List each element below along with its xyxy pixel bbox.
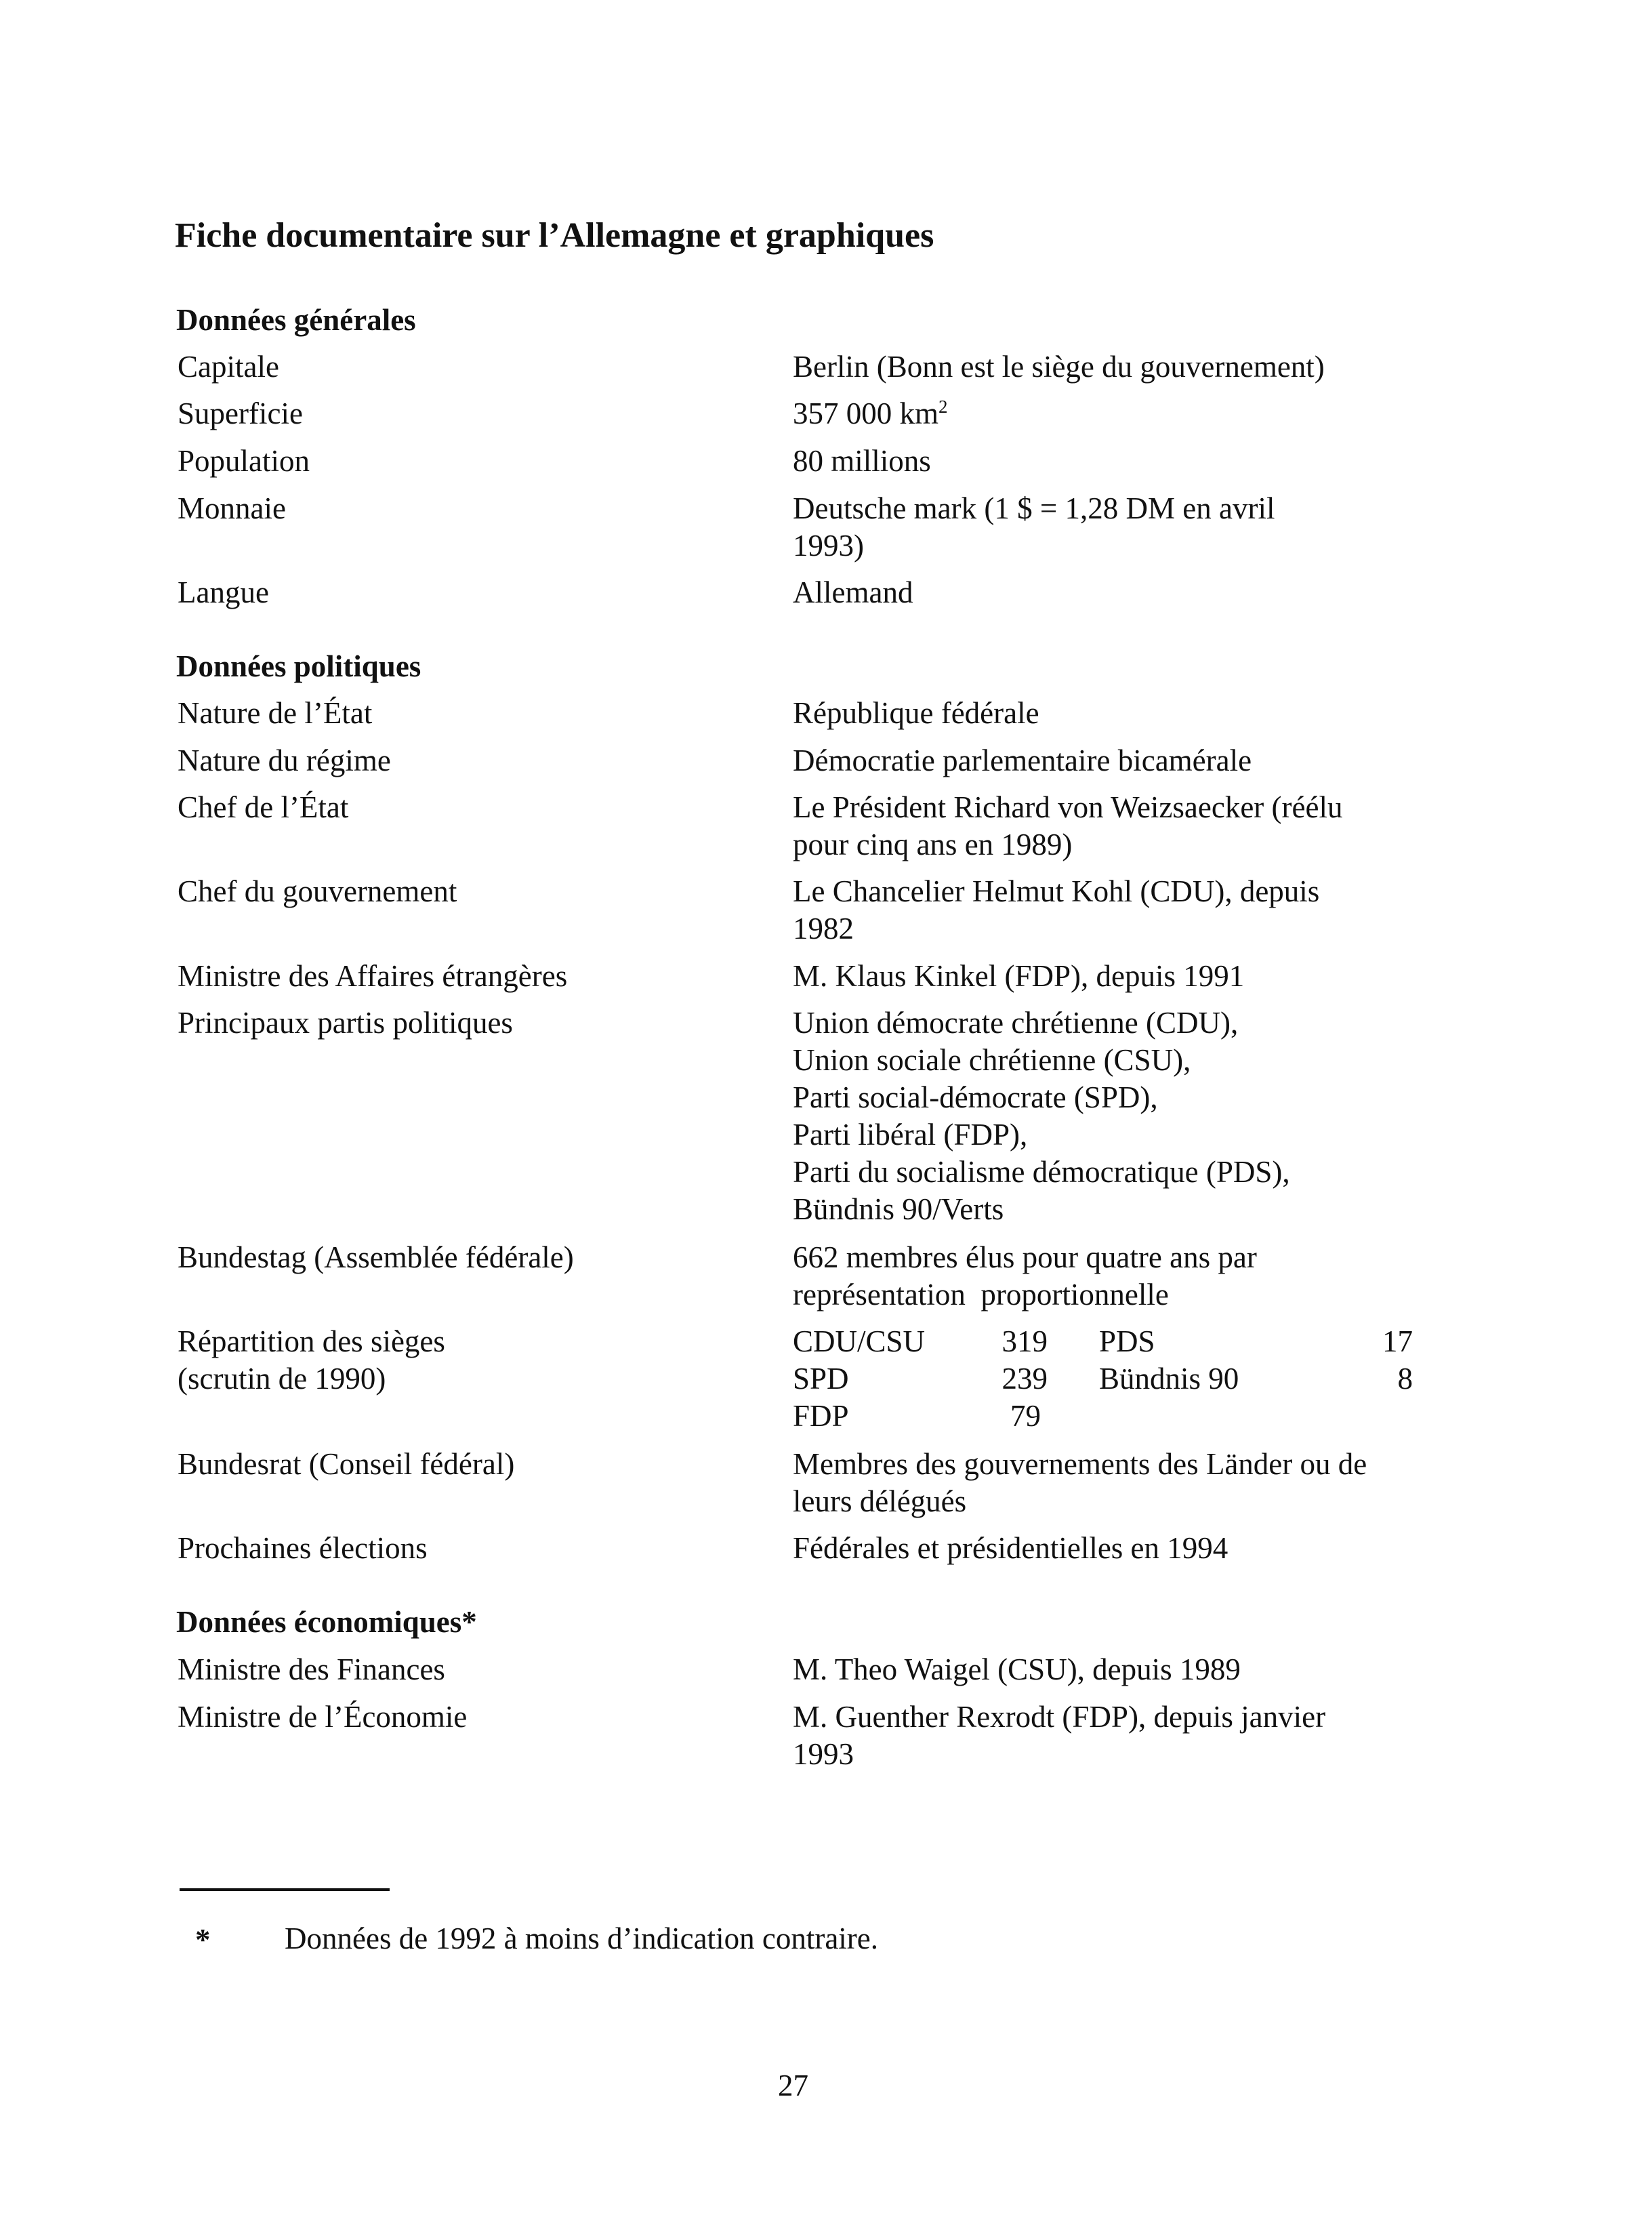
row-value-langue: [793, 574, 1423, 611]
value-line: M. Theo Waigel (CSU), depuis 1989: [793, 1652, 1241, 1686]
party-list-item: Bündnis 90/Verts: [793, 1192, 1004, 1226]
row-label-ministre-finances: Ministre des Finances: [178, 1652, 445, 1686]
seat-party-pds: PDS: [1099, 1324, 1155, 1358]
section-heading-economiques: Données économiques*: [176, 1605, 477, 1639]
footnote-divider: [180, 1888, 390, 1891]
value-line: Démocratie parlementaire bicamérale: [793, 744, 1252, 777]
row-label-ministre-economie: Ministre de l’Économie: [178, 1700, 468, 1734]
row-value-chef-gouvernement: [793, 873, 1423, 948]
row-value-nature-etat: [793, 695, 1423, 732]
row-value-ministre-finances: [793, 1651, 1423, 1688]
seat-party-cdu-csu: CDU/CSU: [793, 1324, 926, 1358]
seat-count-spd: 239: [1001, 1362, 1048, 1396]
seat-party-fdp: FDP: [793, 1399, 849, 1433]
label-line: Répartition des sièges: [178, 1324, 445, 1358]
seat-party-bundnis-90: Bündnis 90: [1099, 1362, 1239, 1396]
page-title: Fiche documentaire sur l’Allemagne et graphiques: [175, 216, 934, 255]
value-line: Berlin (Bonn est le siège du gouvernement): [793, 350, 1325, 384]
row-value-bundestag: [793, 1239, 1423, 1314]
seat-party-spd: SPD: [793, 1362, 849, 1396]
value-line: Allemand: [793, 575, 913, 609]
value-line: République fédérale: [793, 696, 1039, 730]
row-label-capitale: Capitale: [178, 350, 279, 384]
row-label-prochaines-elections: Prochaines élections: [178, 1531, 428, 1565]
party-list-item: Union sociale chrétienne (CSU),: [793, 1043, 1191, 1077]
row-label-chef-gouvernement: Chef du gouvernement: [178, 874, 457, 908]
row-label-affaires-etrangeres: Ministre des Affaires étrangères: [178, 959, 568, 993]
value-line: représentation proportionnelle: [793, 1278, 1169, 1311]
footnote-mark: *: [195, 1923, 211, 1957]
seat-count-fdp: 79: [1010, 1399, 1041, 1433]
row-value-chef-etat: [793, 789, 1423, 863]
row-label-langue: Langue: [178, 575, 269, 609]
label-line: (scrutin de 1990): [178, 1362, 386, 1396]
row-label-repartition-sieges: [178, 1323, 445, 1398]
party-list-item: Parti social-démocrate (SPD),: [793, 1080, 1158, 1114]
row-label-monnaie: Monnaie: [178, 491, 286, 525]
value-line: 1993: [793, 1737, 854, 1771]
seat-count-pds: 17: [1382, 1324, 1413, 1358]
area-value: 357 000 km: [793, 396, 939, 430]
row-label-bundesrat: Bundesrat (Conseil fédéral): [178, 1447, 515, 1481]
row-value-prochaines-elections: [793, 1530, 1423, 1567]
row-value-capitale: [793, 348, 1423, 386]
row-value-affaires-etrangeres: [793, 958, 1423, 995]
row-label-chef-etat: Chef de l’État: [178, 790, 349, 824]
area-exponent: 2: [938, 396, 948, 417]
row-label-nature-regime: Nature du régime: [178, 744, 391, 777]
row-label-nature-etat: Nature de l’État: [178, 696, 373, 730]
seat-count-bundnis-90: 8: [1397, 1362, 1413, 1396]
section-heading-politiques: Données politiques: [176, 649, 421, 683]
page-number: 27: [778, 2069, 808, 2102]
value-line: [793, 395, 1423, 432]
row-label-superficie: Superficie: [178, 396, 303, 430]
party-list-item: Parti du socialisme démocratique (PDS),: [793, 1155, 1290, 1189]
row-value-monnaie: [793, 490, 1423, 565]
row-label-population: Population: [178, 444, 310, 478]
value-line: M. Guenther Rexrodt (FDP), depuis janvier: [793, 1700, 1326, 1734]
value-line: pour cinq ans en 1989): [793, 828, 1073, 861]
value-line: 1982: [793, 912, 854, 945]
section-heading-generales: Données générales: [176, 303, 416, 337]
seat-count-cdu-csu: 319: [1001, 1324, 1048, 1358]
row-value-bundesrat: [793, 1446, 1423, 1520]
value-line: Le Chancelier Helmut Kohl (CDU), depuis: [793, 874, 1320, 908]
value-line: Deutsche mark (1 $ = 1,28 DM en avril: [793, 491, 1275, 525]
value-line: 662 membres élus pour quatre ans par: [793, 1240, 1257, 1274]
row-value-partis: [793, 1004, 1423, 1228]
row-label-bundestag: Bundestag (Assemblée fédérale): [178, 1240, 574, 1274]
footnote-text: Données de 1992 à moins d’indication contraire.: [285, 1921, 879, 1955]
value-line: Membres des gouvernements des Länder ou de: [793, 1447, 1367, 1481]
value-line: Le Président Richard von Weizsaecker (réélu: [793, 790, 1343, 824]
row-value-nature-regime: [793, 742, 1423, 779]
value-line: leurs délégués: [793, 1484, 967, 1518]
party-list-item: Parti libéral (FDP),: [793, 1118, 1028, 1152]
row-label-partis: Principaux partis politiques: [178, 1006, 513, 1040]
party-list-item: Union démocrate chrétienne (CDU),: [793, 1006, 1239, 1040]
value-line: 1993): [793, 529, 864, 563]
row-value-superficie: [793, 395, 1423, 432]
value-line: 80 millions: [793, 444, 931, 478]
value-line: Fédérales et présidentielles en 1994: [793, 1531, 1228, 1565]
row-value-population: [793, 443, 1423, 480]
value-line: M. Klaus Kinkel (FDP), depuis 1991: [793, 959, 1245, 993]
row-value-ministre-economie: [793, 1699, 1423, 1773]
